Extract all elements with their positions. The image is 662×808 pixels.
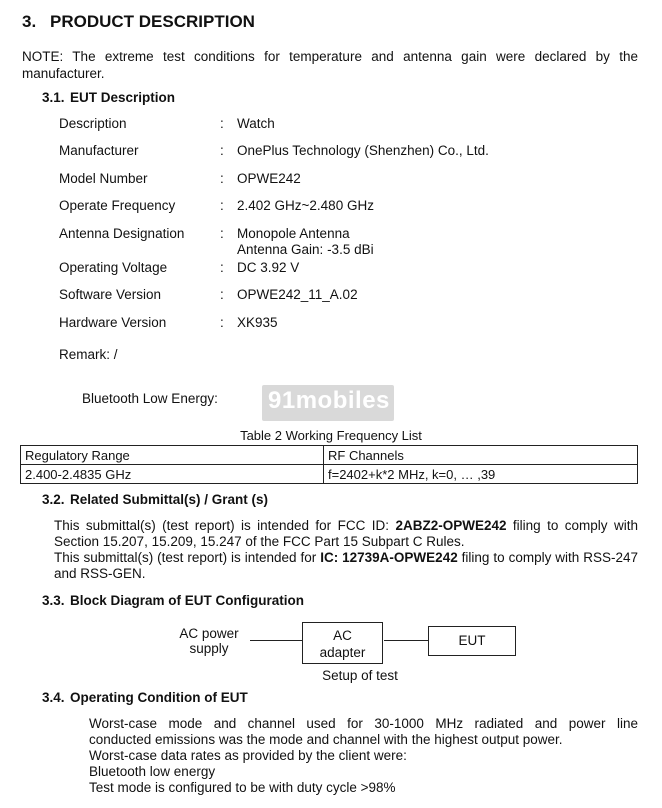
spec-value-software-version: OPWE242_11_A.02 [237, 287, 358, 302]
spec-colon: : [220, 116, 224, 131]
ic-submittal-paragraph [54, 550, 638, 582]
table-caption: Table 2 Working Frequency List [240, 428, 422, 443]
table-cell: 2.400-2.4835 GHz [21, 465, 324, 484]
paragraph-line: Bluetooth low energy [89, 764, 216, 779]
diagram-text: supply [189, 641, 229, 656]
paragraph-text: filing to comply with RSS-247 and RSS-GEN. [54, 550, 639, 581]
spec-label-operating-voltage: Operating Voltage [59, 260, 168, 275]
spec-colon: : [220, 287, 224, 302]
diagram-text: AC power [179, 626, 239, 641]
spec-value-antenna-designation: Monopole Antenna [237, 226, 350, 241]
spec-label-model-number: Model Number [59, 171, 148, 186]
note-text: NOTE: The extreme test conditions for temperature and antenna gain were declared by the manufacturer. [22, 49, 638, 81]
watermark-text: 91mobiles [268, 387, 390, 414]
subsection-number: 3.4. [42, 690, 65, 705]
paragraph-text: This submittal(s) (test report) is intended for [54, 550, 321, 565]
diagram-caption: Setup of test [322, 668, 398, 683]
spec-value-antenna-gain: Antenna Gain: -3.5 dBi [237, 242, 374, 257]
paragraph-line: Test mode is configured to be with duty cycle >98% [89, 780, 396, 795]
section-3-heading [22, 12, 255, 32]
table-header-cell: Regulatory Range [21, 446, 324, 465]
spec-colon: : [220, 143, 224, 158]
spec-label-description: Description [59, 116, 127, 131]
spec-label-hardware-version: Hardware Version [59, 315, 167, 330]
subsection-number: 3.3. [42, 593, 65, 608]
diagram-text: EUT [458, 633, 486, 648]
paragraph-line: Worst-case data rates as provided by the client were: [89, 748, 407, 763]
table-header-cell: RF Channels [324, 446, 638, 465]
spec-label-antenna-designation: Antenna Designation [59, 226, 185, 241]
spec-colon: : [220, 260, 224, 275]
ic-id: IC: 12739A-OPWE242 [320, 550, 458, 565]
diagram-text: adapter [319, 645, 366, 660]
fcc-submittal-paragraph [54, 518, 638, 550]
connector-line [250, 640, 303, 641]
subsection-title: Related Submittal(s) / Grant (s) [70, 492, 269, 507]
subsection-3-2-heading [42, 492, 268, 507]
diagram-text: AC [333, 628, 352, 643]
spec-label-operate-frequency: Operate Frequency [59, 198, 176, 213]
connector-line [384, 640, 429, 641]
table-cell: f=2402+k*2 MHz, k=0, … ,39 [324, 465, 638, 484]
subsection-3-1-heading [42, 90, 175, 105]
spec-value-model-number: OPWE242 [237, 171, 301, 186]
spec-colon: : [220, 315, 224, 330]
spec-value-description: Watch [237, 116, 275, 131]
eut-box [428, 626, 516, 656]
watermark-logo [262, 385, 394, 421]
spec-value-operate-frequency: 2.402 GHz~2.480 GHz [237, 198, 374, 213]
paragraph-text: filing to comply with Section 15.207, 15.209, 15.247 of the FCC Part 15 Subpart C Rules. [54, 518, 638, 549]
section-title: PRODUCT DESCRIPTION [50, 12, 255, 31]
frequency-table [20, 445, 638, 484]
spec-value-operating-voltage: DC 3.92 V [237, 260, 300, 275]
subsection-3-3-heading [42, 593, 304, 608]
subsection-title: Block Diagram of EUT Configuration [70, 593, 305, 608]
fcc-id: 2ABZ2-OPWE242 [395, 518, 507, 533]
spec-colon: : [220, 171, 224, 186]
spec-label-manufacturer: Manufacturer [59, 143, 139, 158]
spec-label-software-version: Software Version [59, 287, 162, 302]
spec-value-manufacturer: OnePlus Technology (Shenzhen) Co., Ltd. [237, 143, 489, 158]
subsection-number: 3.1. [42, 90, 65, 105]
subsection-3-4-heading [42, 690, 248, 705]
subsection-number: 3.2. [42, 492, 65, 507]
ac-power-supply-label [170, 626, 248, 656]
operating-condition-text [89, 716, 638, 796]
table-header-row [21, 446, 638, 465]
paragraph-line: Worst-case mode and channel used for 30-1000 MHz radiated and power line [89, 716, 638, 731]
spec-colon: : [220, 198, 224, 213]
remark-text: Remark: / [59, 347, 118, 362]
ac-adapter-box [302, 622, 383, 664]
spec-value-hardware-version: XK935 [237, 315, 278, 330]
section-number: 3. [22, 12, 37, 31]
ble-label: Bluetooth Low Energy: [82, 391, 218, 406]
paragraph-line: conducted emissions was the mode and channel with the highest output power. [89, 732, 563, 747]
table-row [21, 465, 638, 484]
spec-colon: : [220, 226, 224, 241]
subsection-title: Operating Condition of EUT [70, 690, 248, 705]
subsection-title: EUT Description [70, 90, 176, 105]
paragraph-text: This submittal(s) (test report) is intended for FCC ID: [54, 518, 396, 533]
